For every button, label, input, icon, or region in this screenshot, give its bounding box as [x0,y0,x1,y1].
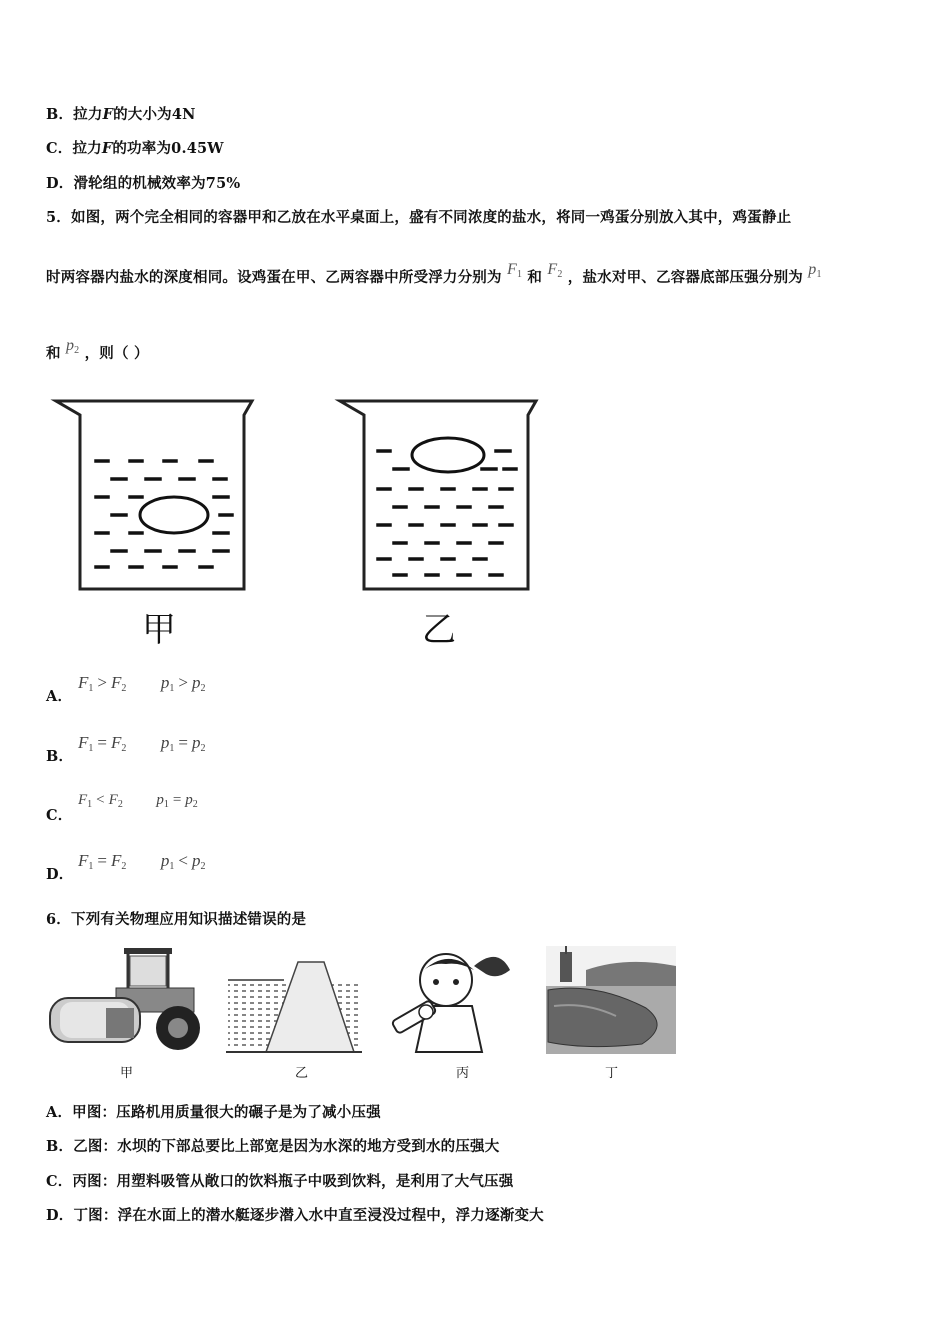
dam-image [226,952,362,1062]
q5-option-a-expr: $F_1 > F_2$ $p_1 > p_2$ [78,673,206,694]
egg-jia [140,497,208,533]
q6-option-c: C．丙图：用塑料吸管从敞口的饮料瓶子中吸到饮料，是利用了大气压强 [46,1173,514,1190]
q6-option-a: A．甲图：压路机用质量很大的碾子是为了减小压强 [46,1104,381,1121]
q6-option-b: B．乙图：水坝的下部总要比上部宽是因为水深的地方受到水的压强大 [46,1138,500,1155]
figure-label-jia: 甲 [142,610,176,650]
q5-option-d-label: D． [46,866,74,883]
egg-yi [412,438,484,472]
container-jia-figure [50,395,270,595]
figure-label-6-ding: 丁 [605,1066,619,1081]
submarine-image [546,946,676,1056]
figure-label-6-bing: 丙 [456,1066,470,1081]
q5-option-c-label: C． [46,807,73,824]
figure-label-6-jia: 甲 [120,1066,134,1081]
q5-option-b-label: B． [46,748,74,765]
q4-option-b: B．拉力F的大小为4N [46,106,196,123]
girl-drinking-image [386,940,518,1058]
container-yi-figure [334,395,554,595]
q6-stem: 6．下列有关物理应用知识描述错误的是 [46,911,307,928]
q5-option-a-label: A． [46,688,73,705]
q5-option-c-expr: $F_1 < F_2$ $p_1 = p_2$ [78,792,198,810]
q4-option-d: D．滑轮组的机械效率为75% [46,175,241,192]
q5-option-d-expr: $F_1 = F_2$ $p_1 < p_2$ [78,851,206,872]
q4-option-c: C．拉力F的功率为0.45W [46,140,224,157]
road-roller-image [46,944,201,1059]
q6-option-d: D．丁图：浮在水面上的潜水艇逐步潜入水中直至浸没过程中，浮力逐渐变大 [46,1207,544,1224]
figure-label-yi: 乙 [422,610,456,650]
q5-option-b-expr: $F_1 = F_2$ $p_1 = p_2$ [78,733,206,754]
q5-stem-line3: 和 $p_2$ ，则（ ） [46,337,149,362]
q5-stem-line1: 5．如图，两个完全相同的容器甲和乙放在水平桌面上，盛有不同浓度的盐水，将同一鸡蛋分别放入其中，鸡蛋静止 [46,209,792,226]
q5-stem-line2: 时两容器内盐水的深度相同。设鸡蛋在甲、乙两容器中所受浮力分别为 $F_1$ 和 $F_2$ ，盐水对甲、乙容器底部压强分别为 $p_1$ [46,261,822,286]
figure-label-6-yi: 乙 [295,1066,309,1081]
